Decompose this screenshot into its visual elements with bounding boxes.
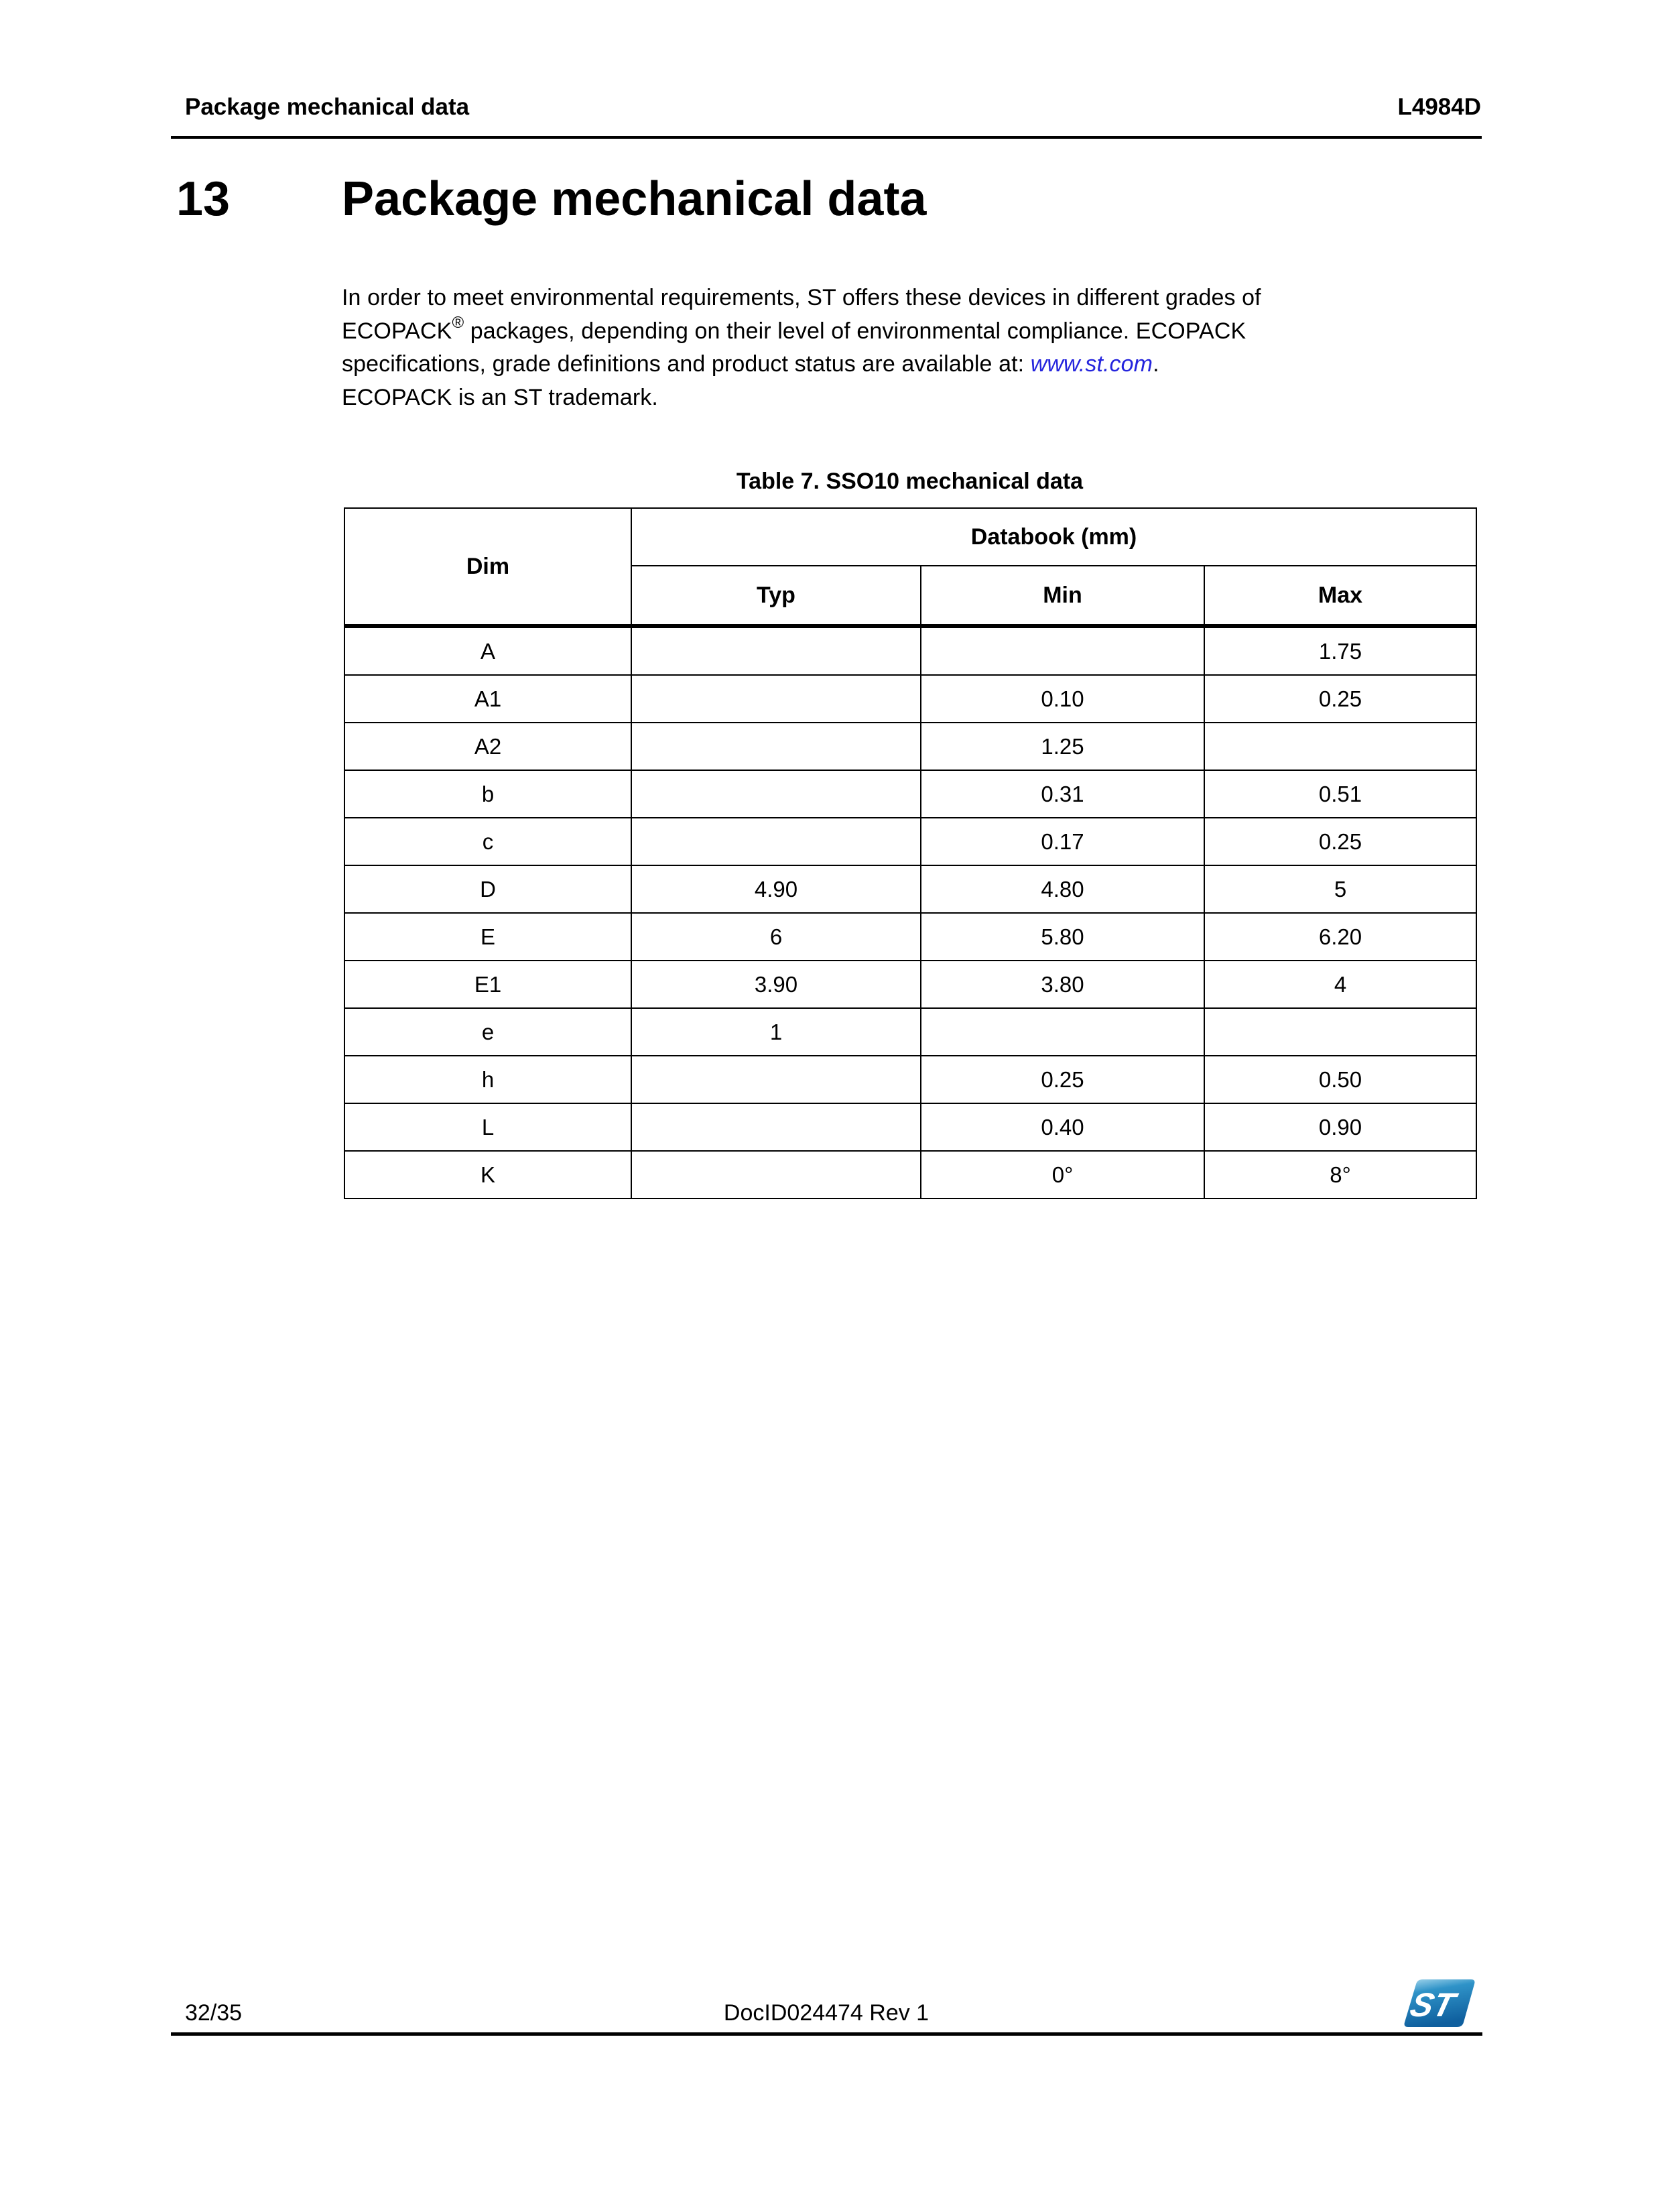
min-cell: 0.40 xyxy=(921,1103,1204,1151)
max-cell xyxy=(1204,723,1476,770)
max-cell: 6.20 xyxy=(1204,913,1476,961)
st-logo-letters: ST xyxy=(1406,1985,1459,2024)
column-header-min: Min xyxy=(921,566,1204,626)
min-cell: 0.31 xyxy=(921,770,1204,818)
typ-cell xyxy=(631,675,921,723)
para-line1: In order to meet environmental requirements, ST offers these devices in different grades of xyxy=(342,285,1261,310)
min-cell: 1.25 xyxy=(921,723,1204,770)
para-line3-period: . xyxy=(1153,351,1159,377)
table-row xyxy=(344,818,1476,865)
table-row xyxy=(344,1151,1476,1199)
typ-cell xyxy=(631,723,921,770)
running-header-section: Package mechanical data xyxy=(185,94,470,120)
min-cell: 5.80 xyxy=(921,913,1204,961)
table-row xyxy=(344,1056,1476,1103)
dim-cell: K xyxy=(344,1151,631,1199)
table-row xyxy=(344,865,1476,913)
max-cell: 0.51 xyxy=(1204,770,1476,818)
typ-cell xyxy=(631,818,921,865)
header-rule xyxy=(171,136,1482,139)
typ-cell: 1 xyxy=(631,1008,921,1056)
dim-cell: E1 xyxy=(344,961,631,1008)
column-header-typ: Typ xyxy=(631,566,921,626)
max-cell: 4 xyxy=(1204,961,1476,1008)
max-cell: 1.75 xyxy=(1204,626,1476,675)
running-header-partnumber: L4984D xyxy=(1397,94,1481,120)
section-number: 13 xyxy=(176,172,231,226)
max-cell xyxy=(1204,1008,1476,1056)
table-row xyxy=(344,675,1476,723)
typ-cell xyxy=(631,770,921,818)
column-header-max: Max xyxy=(1204,566,1476,626)
min-cell: 4.80 xyxy=(921,865,1204,913)
mechanical-data-table xyxy=(344,507,1477,1199)
dim-cell: h xyxy=(344,1056,631,1103)
dim-cell: D xyxy=(344,865,631,913)
para-line4: ECOPACK is an ST trademark. xyxy=(342,384,658,410)
dim-cell: A2 xyxy=(344,723,631,770)
min-cell: 3.80 xyxy=(921,961,1204,1008)
page-number: 32/35 xyxy=(185,2000,243,2026)
para-ecopack: ECOPACK xyxy=(342,318,452,344)
max-cell: 0.50 xyxy=(1204,1056,1476,1103)
table-caption: Table 7. SSO10 mechanical data xyxy=(736,469,1084,494)
max-cell: 0.25 xyxy=(1204,675,1476,723)
para-line3: specifications, grade definitions and product status are available at: xyxy=(342,351,1031,377)
dim-cell: e xyxy=(344,1008,631,1056)
dim-cell: E xyxy=(344,913,631,961)
table-row xyxy=(344,1103,1476,1151)
min-cell: 0.17 xyxy=(921,818,1204,865)
typ-cell: 4.90 xyxy=(631,865,921,913)
min-cell: 0° xyxy=(921,1151,1204,1199)
typ-cell: 3.90 xyxy=(631,961,921,1008)
body-paragraph xyxy=(342,282,1481,414)
max-cell: 5 xyxy=(1204,865,1476,913)
typ-cell xyxy=(631,1056,921,1103)
doc-id: DocID024474 Rev 1 xyxy=(723,2000,930,2026)
registered-mark: ® xyxy=(452,314,464,332)
dim-cell: A xyxy=(344,626,631,675)
min-cell: 0.10 xyxy=(921,675,1204,723)
typ-cell xyxy=(631,1103,921,1151)
typ-cell: 6 xyxy=(631,913,921,961)
table-row xyxy=(344,1008,1476,1056)
table-row xyxy=(344,723,1476,770)
footer-rule xyxy=(171,2032,1482,2036)
max-cell: 0.90 xyxy=(1204,1103,1476,1151)
column-header-databook: Databook (mm) xyxy=(631,508,1476,566)
dim-cell: L xyxy=(344,1103,631,1151)
max-cell: 8° xyxy=(1204,1151,1476,1199)
para-line2: packages, depending on their level of environmental compliance. ECOPACK xyxy=(464,318,1246,344)
table-row xyxy=(344,626,1476,675)
min-cell xyxy=(921,626,1204,675)
st-logo xyxy=(1402,1977,1477,2030)
dim-cell: b xyxy=(344,770,631,818)
dim-cell: c xyxy=(344,818,631,865)
typ-cell xyxy=(631,1151,921,1199)
column-header-dim: Dim xyxy=(344,508,631,626)
dim-cell: A1 xyxy=(344,675,631,723)
table-header-group-row xyxy=(344,508,1476,566)
page-title: Package mechanical data xyxy=(342,172,927,226)
typ-cell xyxy=(631,626,921,675)
table-row xyxy=(344,913,1476,961)
table-row xyxy=(344,770,1476,818)
min-cell: 0.25 xyxy=(921,1056,1204,1103)
mech-table-body xyxy=(344,626,1476,1199)
table-row xyxy=(344,961,1476,1008)
min-cell xyxy=(921,1008,1204,1056)
st-com-link[interactable]: www.st.com xyxy=(1030,351,1153,377)
max-cell: 0.25 xyxy=(1204,818,1476,865)
